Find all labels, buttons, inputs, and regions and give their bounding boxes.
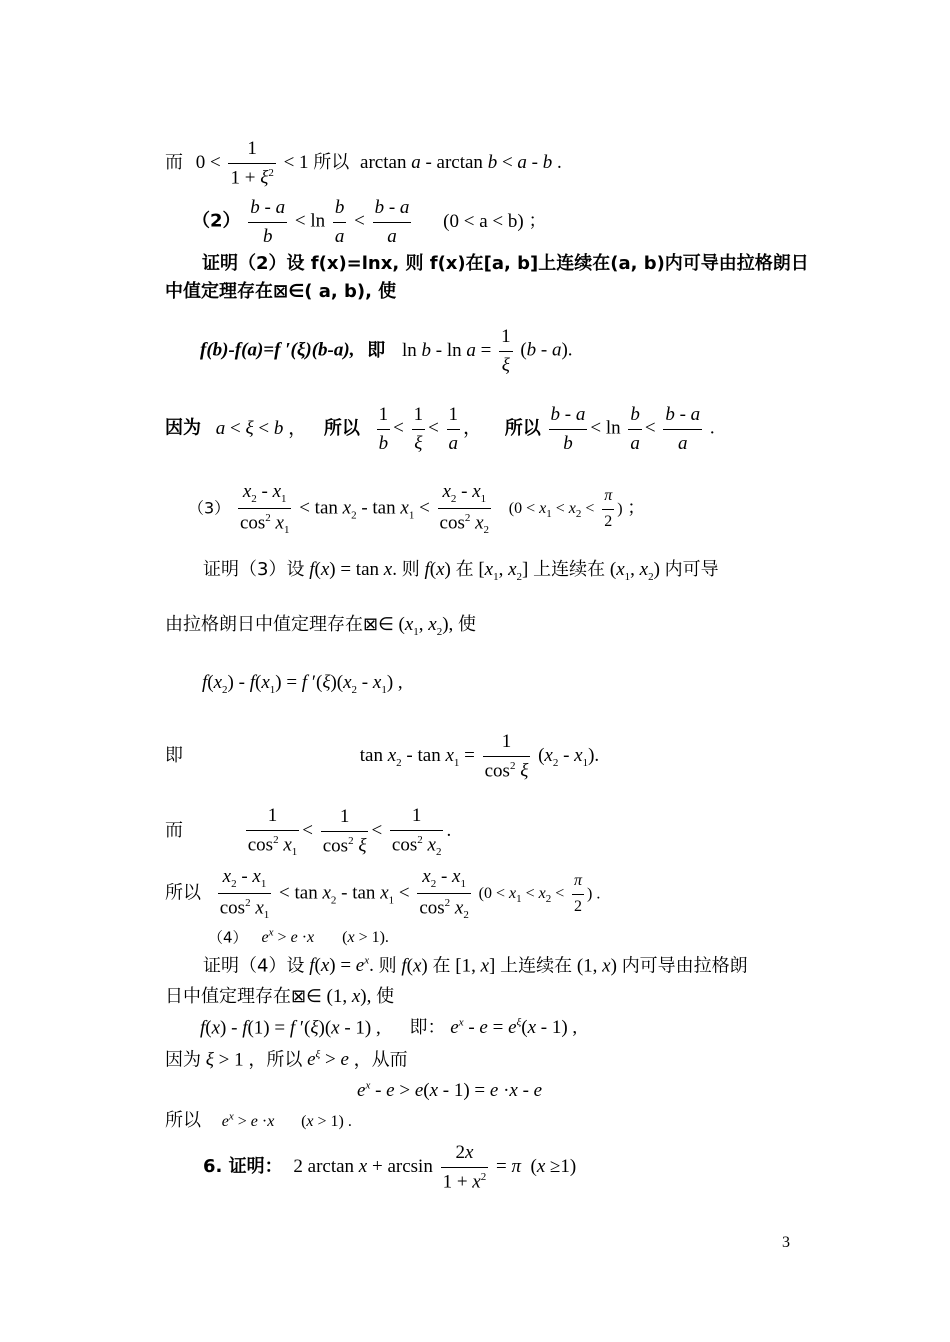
text: 因为 [165,417,201,439]
line-1: 而 0 < $\frac{1}{1 + \xi^2}$ < 1 所以 arctan a - arctan b < a - b . [165,138,562,189]
text: 证明（4）设 [203,955,305,977]
line-4: 中值定理存在⊠∈( a, b), 使 [165,281,397,302]
text: 所以 [323,417,360,439]
condition: (0 < a < b) [443,210,524,232]
text: 使 [376,986,395,1007]
item-label: （2） [192,210,241,232]
text: 所以 [313,151,350,173]
equation-text: f(b)-f(a)=f ′(ξ)(b-a), [200,339,355,361]
line-19: $e^x - e > e(x - 1) = e \cdot x - e$ [357,1080,543,1102]
text: 上连续在 [533,559,606,580]
text: 使 [458,614,477,635]
text: 因为 [165,1049,201,1071]
item-label: （3） [188,498,231,518]
text: 在 [455,559,474,580]
line-16: 日中值定理存在⊠∈ (1, x), 使 [165,986,395,1007]
line-20: 所以 $e^x > e \cdot x$ (x > 1) . [165,1110,352,1131]
line-2: （2） $\frac{b - a}{b}$ < ln $\frac{b}{a}$ < $\frac{b - a}{a}$ (0 < a < b) ； [192,197,547,247]
text: 而 [165,820,183,842]
text: 所以 [504,417,541,439]
line-14: （4） $e^x > e \cdot x$ (x > 1). [208,927,389,947]
line-11: 即 $\tan x_2$ - $\tan x_1$ = $\frac{1}{\cos^2 \xi}$ $(x_2 - x_1)$. [165,731,600,782]
line-3: 证明（2）设 f(x)=lnx, 则 f(x)在[a, b]上连续在(a, b)内可导由拉格朗日 [202,253,809,274]
text: 在 [432,955,451,977]
text: 即： [409,1017,446,1039]
item-label: 6. 证明： [203,1155,283,1177]
text: 由拉格朗日中值定理存在⊠∈ [165,614,394,635]
page-number: 3 [782,1234,790,1251]
line-13: 所以 $\frac{x_2 - x_1}{\cos^2 x_1}$ < $\tan x_2$ - $\tan x_1$ < $\frac{x_2 - x_1}{\cos^2 x_2}$ ($0 < x_1 < x_2$ < $\frac{\pi}{2}$ ) . [165,866,601,922]
text: 上连续在 [500,955,573,977]
line-12: 而 $\frac{1}{\cos^2 x_1}$ < $\frac{1}{\cos^2 \xi}$ < $\frac{1}{\cos^2 x_2}$ . [165,805,452,858]
text: 所以 [165,1110,201,1131]
text: 则 [401,559,420,580]
text: ； [627,497,646,519]
line-21: 6. 证明： 2 arctan x + arcsin $\frac{2x}{1 + x^2}$ = π (x ≥1) [203,1142,577,1193]
text: 即 [165,744,183,766]
text: 内可导由拉格朗 [621,955,748,977]
line-15: 证明（4）设 $f(x) = e^x$. 则 f(x) 在 [1, x] 上连续在 (1, x) 内可导由拉格朗 [203,955,748,977]
line-7: （3） $\frac{x_2 - x_1}{\cos^2 x_1}$ < $\tan x_2$ - $\tan x_1$ < $\frac{x_2 - x_1}{\cos^2 x_2}$ ($0 < x_1 < x_2$ < $\frac{\pi}{2}$ ) ； [188,481,646,537]
item-label: （4） [208,928,248,947]
text: 即 [367,339,386,361]
text: ，从而 [353,1049,408,1071]
text: . [709,417,715,439]
line-8: 证明（3）设 f(x) = tan x. 则 f(x) 在 [$x_1$, $x_2$] 上连续在 ($x_1$, $x_2$) 内可导 [203,559,719,583]
text: ，所以 [248,1049,303,1071]
fraction: $\frac{1}{1 + \xi^2}$ [230,138,274,189]
text: 内可导 [664,559,719,580]
line-6: 因为 a < ξ < b ， 所以 $\frac{1}{b}$ < $\frac{1}{\xi}$ < $\frac{1}{a}$ ， 所以 $\frac{b - a}{b}$ < ln $\frac{b}{a}$ < $\frac{b - a}{a}$ . [165,404,715,454]
text: 而 [165,151,183,173]
line-10: $f(x_2) - f(x_1) = f$ $'(\xi)(x_2 - x_1)$ , [202,672,403,696]
text: 则 [378,955,397,977]
text: 证明（3）设 [203,559,305,580]
line-9: 由拉格朗日中值定理存在⊠∈ ($x_1$, $x_2$), 使 [165,614,477,638]
text: 所以 [165,882,201,904]
text: ； [528,210,547,232]
line-18: 因为 ξ > 1 ，所以 $e^\xi > e$ ，从而 [165,1049,408,1071]
text: . [556,151,562,173]
line-17: f(x) - f(1) = f ′(ξ)(x - 1) , 即： $e^x - e = e^\xi(x - 1)$ , [200,1017,578,1039]
text: 日中值定理存在⊠∈ [165,986,322,1007]
line-5: f(b)-f(a)=f ′(ξ)(b-a), 即 ln b - ln a = $\frac{1}{\xi}$ (b - a). [200,326,573,376]
